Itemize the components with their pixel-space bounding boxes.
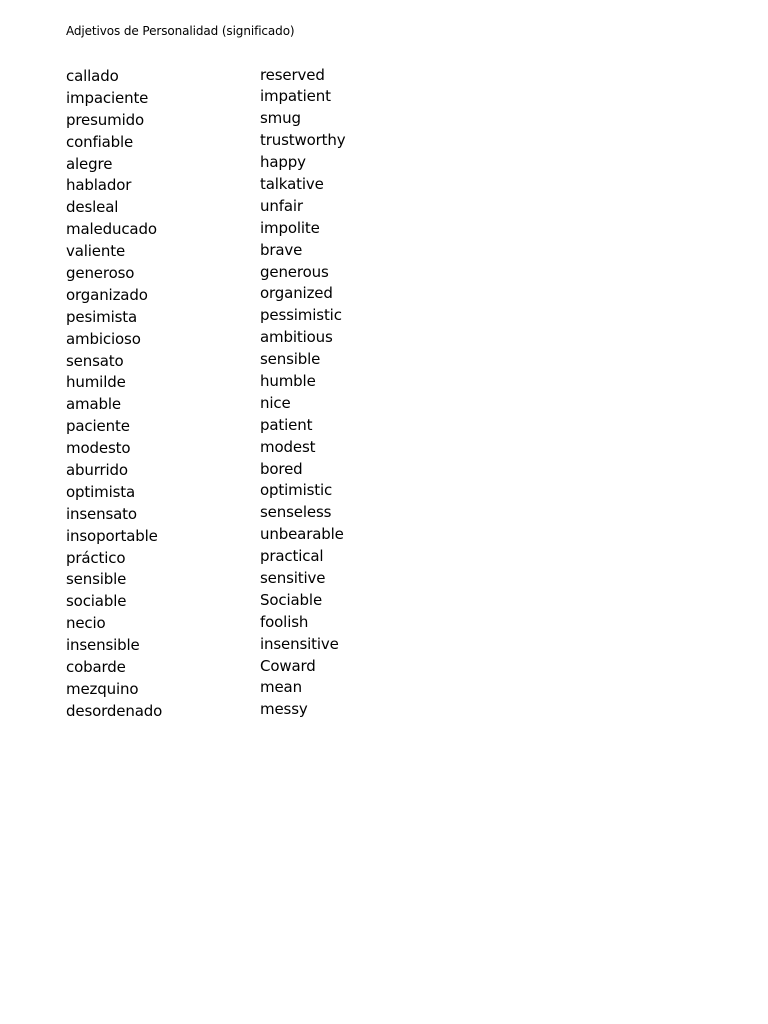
- table-row: [66, 285, 406, 307]
- english-word: smug: [260, 109, 301, 128]
- table-row: [66, 219, 406, 241]
- table-row: [66, 504, 406, 526]
- table-row: [66, 613, 406, 635]
- table-row: [66, 154, 406, 176]
- english-word: humble: [260, 371, 316, 390]
- english-word: organized: [260, 284, 333, 303]
- english-word: happy: [260, 153, 306, 172]
- english-word: practical: [260, 547, 324, 566]
- spanish-word: callado: [66, 67, 119, 85]
- spanish-word: organizado: [66, 285, 148, 304]
- spanish-word: necio: [66, 614, 106, 633]
- english-word: impolite: [260, 218, 320, 237]
- page-title: Adjetivos de Personalidad (significado): [66, 24, 295, 38]
- table-row: [66, 679, 406, 701]
- english-word: nice: [260, 393, 291, 412]
- table-row: [66, 88, 406, 110]
- table-row: [66, 66, 406, 88]
- vocabulary-table: [66, 66, 406, 723]
- spanish-word: insensato: [66, 504, 137, 523]
- english-word: mean: [260, 678, 302, 697]
- spanish-word: cobarde: [66, 658, 126, 677]
- spanish-word: impaciente: [66, 88, 149, 107]
- table-row: [66, 591, 406, 613]
- spanish-word: mezquino: [66, 679, 139, 698]
- spanish-word: insensible: [66, 636, 140, 655]
- spanish-word: confiable: [66, 132, 134, 151]
- spanish-word: sensato: [66, 351, 124, 370]
- table-row: [66, 263, 406, 285]
- spanish-word: práctico: [66, 548, 126, 567]
- english-word: brave: [260, 240, 303, 259]
- spanish-word: presumido: [66, 110, 145, 129]
- english-word: messy: [260, 700, 308, 719]
- english-word: reserved: [260, 65, 325, 84]
- english-word: impatient: [260, 87, 331, 106]
- english-word: generous: [260, 262, 329, 281]
- english-word: foolish: [260, 612, 309, 631]
- english-word: sensible: [260, 350, 321, 369]
- table-row: [66, 372, 406, 394]
- english-word: unbearable: [260, 525, 344, 544]
- table-row: [66, 394, 406, 416]
- table-row: [66, 569, 406, 591]
- table-row: [66, 197, 406, 219]
- spanish-word: generoso: [66, 264, 135, 283]
- spanish-word: modesto: [66, 439, 131, 458]
- table-row: [66, 351, 406, 373]
- table-row: [66, 175, 406, 197]
- table-row: [66, 460, 406, 482]
- spanish-word: sociable: [66, 592, 127, 611]
- table-row: [66, 635, 406, 657]
- english-word: modest: [260, 437, 316, 456]
- english-word: sensitive: [260, 568, 326, 587]
- english-word: optimistic: [260, 481, 333, 500]
- english-word: ambitious: [260, 328, 333, 347]
- table-row: [66, 307, 406, 329]
- table-row: [66, 438, 406, 460]
- table-row: [66, 329, 406, 351]
- spanish-word: insoportable: [66, 526, 158, 545]
- table-row: [66, 110, 406, 132]
- spanish-word: pesimista: [66, 307, 138, 326]
- table-row: [66, 416, 406, 438]
- spanish-word: sensible: [66, 570, 127, 589]
- spanish-word: desleal: [66, 198, 119, 217]
- spanish-word: valiente: [66, 242, 126, 261]
- english-word: bored: [260, 459, 303, 478]
- spanish-word: hablador: [66, 176, 132, 195]
- english-word: pessimistic: [260, 306, 342, 325]
- table-row: [66, 548, 406, 570]
- english-word: Sociable: [260, 590, 323, 609]
- english-word: unfair: [260, 196, 303, 215]
- spanish-word: humilde: [66, 373, 126, 392]
- english-word: patient: [260, 415, 313, 434]
- table-row: [66, 701, 406, 723]
- english-word: talkative: [260, 174, 324, 193]
- spanish-word: amable: [66, 395, 122, 414]
- table-row: [66, 132, 406, 154]
- english-word: Coward: [260, 656, 316, 675]
- spanish-word: desordenado: [66, 701, 163, 720]
- spanish-word: optimista: [66, 482, 136, 501]
- table-row: [66, 526, 406, 548]
- table-row: [66, 482, 406, 504]
- table-row: [66, 657, 406, 679]
- spanish-word: ambicioso: [66, 329, 141, 348]
- spanish-word: maleducado: [66, 220, 157, 239]
- spanish-word: paciente: [66, 417, 130, 436]
- english-word: trustworthy: [260, 131, 346, 150]
- spanish-word: alegre: [66, 154, 113, 173]
- table-row: [66, 241, 406, 263]
- spanish-word: aburrido: [66, 461, 128, 480]
- english-word: senseless: [260, 503, 332, 522]
- english-word: insensitive: [260, 634, 339, 653]
